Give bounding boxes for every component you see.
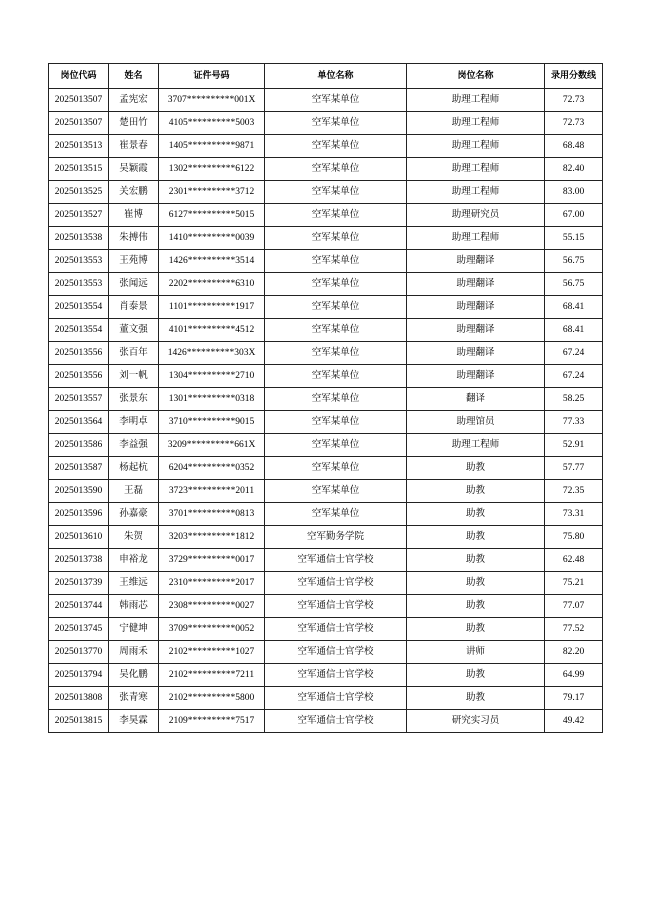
- table-row: [49, 204, 603, 227]
- cell-unit-name: 空军某单位: [265, 250, 407, 273]
- cell-post-code: 2025013554: [49, 319, 109, 342]
- cell-post-code: 2025013525: [49, 181, 109, 204]
- cell-post-code: 2025013538: [49, 227, 109, 250]
- cell-name: 李昊霖: [109, 710, 159, 733]
- cell-score-line: 77.07: [545, 595, 603, 618]
- header-unit-name: 单位名称: [265, 64, 407, 89]
- cell-post-name: 助理工程师: [407, 89, 545, 112]
- cell-unit-name: 空军通信士官学校: [265, 618, 407, 641]
- cell-id-number: 2102**********7211: [159, 664, 265, 687]
- cell-name: 孟宪宏: [109, 89, 159, 112]
- cell-score-line: 72.35: [545, 480, 603, 503]
- cell-name: 杨起杭: [109, 457, 159, 480]
- cell-post-name: 助教: [407, 664, 545, 687]
- table-row: [49, 89, 603, 112]
- cell-name: 韩雨芯: [109, 595, 159, 618]
- cell-id-number: 3707**********001X: [159, 89, 265, 112]
- cell-unit-name: 空军通信士官学校: [265, 595, 407, 618]
- cell-post-code: 2025013738: [49, 549, 109, 572]
- table-row: [49, 595, 603, 618]
- cell-score-line: 79.17: [545, 687, 603, 710]
- cell-name: 崔博: [109, 204, 159, 227]
- header-post-code: 岗位代码: [49, 64, 109, 89]
- table-row: [49, 135, 603, 158]
- cell-score-line: 67.00: [545, 204, 603, 227]
- cell-id-number: 6127**********5015: [159, 204, 265, 227]
- cell-name: 张景东: [109, 388, 159, 411]
- cell-unit-name: 空军某单位: [265, 158, 407, 181]
- cell-post-code: 2025013596: [49, 503, 109, 526]
- cell-name: 王苑博: [109, 250, 159, 273]
- cell-unit-name: 空军通信士官学校: [265, 710, 407, 733]
- cell-name: 吴化鹏: [109, 664, 159, 687]
- cell-unit-name: 空军通信士官学校: [265, 641, 407, 664]
- cell-name: 楚田竹: [109, 112, 159, 135]
- cell-score-line: 82.20: [545, 641, 603, 664]
- cell-score-line: 62.48: [545, 549, 603, 572]
- cell-post-name: 助教: [407, 595, 545, 618]
- table-row: [49, 365, 603, 388]
- cell-score-line: 72.73: [545, 112, 603, 135]
- cell-post-name: 助理工程师: [407, 434, 545, 457]
- cell-post-name: 助理翻译: [407, 273, 545, 296]
- cell-name: 张闻远: [109, 273, 159, 296]
- cell-post-name: 助理翻译: [407, 342, 545, 365]
- cell-id-number: 2102**********1027: [159, 641, 265, 664]
- cell-unit-name: 空军某单位: [265, 503, 407, 526]
- cell-name: 周雨禾: [109, 641, 159, 664]
- cell-unit-name: 空军某单位: [265, 112, 407, 135]
- cell-post-code: 2025013587: [49, 457, 109, 480]
- cell-post-code: 2025013794: [49, 664, 109, 687]
- table-row: [49, 710, 603, 733]
- cell-name: 朱贺: [109, 526, 159, 549]
- cell-id-number: 1304**********2710: [159, 365, 265, 388]
- cell-score-line: 73.31: [545, 503, 603, 526]
- cell-id-number: 3710**********9015: [159, 411, 265, 434]
- cell-post-code: 2025013527: [49, 204, 109, 227]
- cell-post-code: 2025013556: [49, 342, 109, 365]
- cell-score-line: 52.91: [545, 434, 603, 457]
- cell-name: 肖泰景: [109, 296, 159, 319]
- table-row: [49, 388, 603, 411]
- cell-id-number: 3209**********661X: [159, 434, 265, 457]
- table-row: [49, 227, 603, 250]
- cell-post-name: 助理工程师: [407, 227, 545, 250]
- cell-post-code: 2025013553: [49, 273, 109, 296]
- cell-unit-name: 空军某单位: [265, 273, 407, 296]
- table-row: [49, 687, 603, 710]
- cell-score-line: 83.00: [545, 181, 603, 204]
- cell-name: 李明卓: [109, 411, 159, 434]
- table-header-row: [49, 64, 603, 89]
- cell-post-code: 2025013815: [49, 710, 109, 733]
- cell-post-name: 助教: [407, 503, 545, 526]
- cell-score-line: 77.33: [545, 411, 603, 434]
- cell-score-line: 68.41: [545, 319, 603, 342]
- cell-post-name: 助教: [407, 618, 545, 641]
- cell-post-code: 2025013590: [49, 480, 109, 503]
- cell-id-number: 2102**********5800: [159, 687, 265, 710]
- table-body: [49, 89, 603, 733]
- cell-post-code: 2025013515: [49, 158, 109, 181]
- cell-post-name: 助理翻译: [407, 319, 545, 342]
- table-row: [49, 641, 603, 664]
- cell-post-code: 2025013739: [49, 572, 109, 595]
- cell-post-code: 2025013507: [49, 112, 109, 135]
- cell-id-number: 2109**********7517: [159, 710, 265, 733]
- table-row: [49, 273, 603, 296]
- table-row: [49, 296, 603, 319]
- cell-post-code: 2025013556: [49, 365, 109, 388]
- cell-unit-name: 空军某单位: [265, 181, 407, 204]
- cell-score-line: 57.77: [545, 457, 603, 480]
- cell-post-name: 助理翻译: [407, 296, 545, 319]
- table-row: [49, 526, 603, 549]
- cell-unit-name: 空军某单位: [265, 296, 407, 319]
- table-row: [49, 664, 603, 687]
- cell-id-number: 1410**********0039: [159, 227, 265, 250]
- cell-id-number: 2310**********2017: [159, 572, 265, 595]
- cell-unit-name: 空军通信士官学校: [265, 549, 407, 572]
- cell-post-code: 2025013513: [49, 135, 109, 158]
- cell-unit-name: 空军某单位: [265, 227, 407, 250]
- cell-id-number: 1426**********303X: [159, 342, 265, 365]
- cell-post-name: 讲师: [407, 641, 545, 664]
- cell-unit-name: 空军某单位: [265, 365, 407, 388]
- cell-name: 李益强: [109, 434, 159, 457]
- cell-post-name: 助教: [407, 687, 545, 710]
- table-row: [49, 549, 603, 572]
- cell-post-code: 2025013770: [49, 641, 109, 664]
- cell-post-name: 助理馆员: [407, 411, 545, 434]
- cell-score-line: 72.73: [545, 89, 603, 112]
- cell-score-line: 56.75: [545, 273, 603, 296]
- cell-score-line: 56.75: [545, 250, 603, 273]
- cell-score-line: 49.42: [545, 710, 603, 733]
- cell-id-number: 3203**********1812: [159, 526, 265, 549]
- cell-name: 王磊: [109, 480, 159, 503]
- cell-post-name: 助理工程师: [407, 181, 545, 204]
- cell-post-name: 助教: [407, 549, 545, 572]
- cell-post-name: 助教: [407, 572, 545, 595]
- cell-unit-name: 空军某单位: [265, 457, 407, 480]
- cell-score-line: 77.52: [545, 618, 603, 641]
- cell-unit-name: 空军勤务学院: [265, 526, 407, 549]
- header-post-name: 岗位名称: [407, 64, 545, 89]
- cell-score-line: 75.21: [545, 572, 603, 595]
- cell-name: 崔景春: [109, 135, 159, 158]
- cell-post-code: 2025013808: [49, 687, 109, 710]
- cell-id-number: 6204**********0352: [159, 457, 265, 480]
- table-row: [49, 250, 603, 273]
- cell-name: 宁健坤: [109, 618, 159, 641]
- cell-score-line: 68.41: [545, 296, 603, 319]
- cell-post-name: 助教: [407, 480, 545, 503]
- cell-id-number: 4105**********5003: [159, 112, 265, 135]
- cell-post-code: 2025013557: [49, 388, 109, 411]
- admission-score-table: [48, 63, 603, 733]
- table-row: [49, 572, 603, 595]
- cell-id-number: 1426**********3514: [159, 250, 265, 273]
- header-score-line: 录用分数线: [545, 64, 603, 89]
- cell-score-line: 75.80: [545, 526, 603, 549]
- cell-score-line: 55.15: [545, 227, 603, 250]
- table-row: [49, 480, 603, 503]
- cell-id-number: 3709**********0052: [159, 618, 265, 641]
- cell-id-number: 1301**********0318: [159, 388, 265, 411]
- cell-post-name: 助理研究员: [407, 204, 545, 227]
- cell-name: 张青寒: [109, 687, 159, 710]
- cell-name: 刘一帆: [109, 365, 159, 388]
- table-row: [49, 342, 603, 365]
- cell-unit-name: 空军某单位: [265, 388, 407, 411]
- cell-name: 孙嘉豪: [109, 503, 159, 526]
- table-row: [49, 411, 603, 434]
- cell-id-number: 2202**********6310: [159, 273, 265, 296]
- cell-post-name: 助理翻译: [407, 365, 545, 388]
- cell-post-code: 2025013586: [49, 434, 109, 457]
- table-row: [49, 181, 603, 204]
- cell-post-name: 翻译: [407, 388, 545, 411]
- table-row: [49, 158, 603, 181]
- cell-unit-name: 空军通信士官学校: [265, 572, 407, 595]
- cell-id-number: 1405**********9871: [159, 135, 265, 158]
- cell-unit-name: 空军某单位: [265, 480, 407, 503]
- cell-post-code: 2025013554: [49, 296, 109, 319]
- table-row: [49, 457, 603, 480]
- cell-unit-name: 空军某单位: [265, 89, 407, 112]
- cell-name: 董文强: [109, 319, 159, 342]
- cell-unit-name: 空军某单位: [265, 135, 407, 158]
- cell-post-name: 助教: [407, 457, 545, 480]
- cell-id-number: 3701**********0813: [159, 503, 265, 526]
- cell-post-name: 研究实习员: [407, 710, 545, 733]
- cell-post-name: 助理工程师: [407, 158, 545, 181]
- cell-id-number: 2308**********0027: [159, 595, 265, 618]
- cell-name: 王维远: [109, 572, 159, 595]
- cell-score-line: 68.48: [545, 135, 603, 158]
- header-id-number: 证件号码: [159, 64, 265, 89]
- cell-unit-name: 空军某单位: [265, 434, 407, 457]
- cell-id-number: 3729**********0017: [159, 549, 265, 572]
- cell-post-code: 2025013553: [49, 250, 109, 273]
- table-row: [49, 112, 603, 135]
- header-name: 姓名: [109, 64, 159, 89]
- table-row: [49, 434, 603, 457]
- cell-post-code: 2025013744: [49, 595, 109, 618]
- cell-id-number: 2301**********3712: [159, 181, 265, 204]
- cell-name: 张百年: [109, 342, 159, 365]
- cell-post-code: 2025013507: [49, 89, 109, 112]
- cell-score-line: 67.24: [545, 342, 603, 365]
- cell-post-code: 2025013745: [49, 618, 109, 641]
- cell-id-number: 3723**********2011: [159, 480, 265, 503]
- cell-post-name: 助理工程师: [407, 112, 545, 135]
- cell-post-name: 助理翻译: [407, 250, 545, 273]
- table-row: [49, 618, 603, 641]
- table-row: [49, 503, 603, 526]
- cell-name: 吴颖霞: [109, 158, 159, 181]
- cell-post-code: 2025013564: [49, 411, 109, 434]
- cell-unit-name: 空军某单位: [265, 319, 407, 342]
- cell-unit-name: 空军通信士官学校: [265, 664, 407, 687]
- cell-unit-name: 空军通信士官学校: [265, 687, 407, 710]
- cell-id-number: 1101**********1917: [159, 296, 265, 319]
- cell-score-line: 64.99: [545, 664, 603, 687]
- cell-post-name: 助教: [407, 526, 545, 549]
- cell-post-code: 2025013610: [49, 526, 109, 549]
- cell-id-number: 4101**********4512: [159, 319, 265, 342]
- cell-id-number: 1302**********6122: [159, 158, 265, 181]
- table-row: [49, 319, 603, 342]
- cell-score-line: 67.24: [545, 365, 603, 388]
- cell-unit-name: 空军某单位: [265, 411, 407, 434]
- cell-name: 朱搏伟: [109, 227, 159, 250]
- cell-name: 申裕龙: [109, 549, 159, 572]
- cell-post-name: 助理工程师: [407, 135, 545, 158]
- cell-name: 关宏鹏: [109, 181, 159, 204]
- cell-unit-name: 空军某单位: [265, 204, 407, 227]
- cell-score-line: 58.25: [545, 388, 603, 411]
- cell-unit-name: 空军某单位: [265, 342, 407, 365]
- cell-score-line: 82.40: [545, 158, 603, 181]
